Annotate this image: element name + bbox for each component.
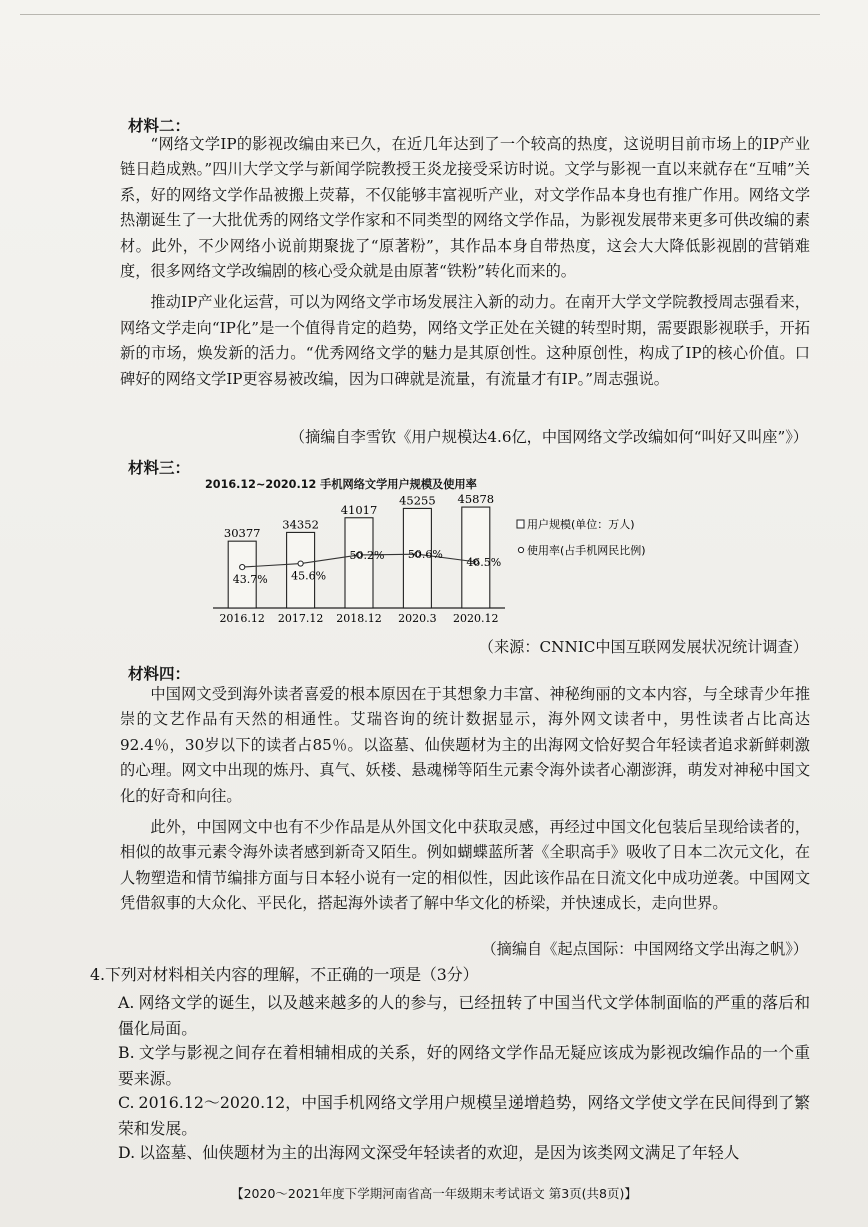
option-c [118, 1090, 810, 1142]
option-d [118, 1140, 810, 1166]
option-text: 2016.12～2020.12，中国手机网络文学用户规模呈递增趋势，网络文学使文学在民间得到了繁荣和发展。 [118, 1093, 810, 1138]
rate-value-label: 50.2% [349, 548, 385, 562]
x-tick-label: 2018.12 [336, 612, 382, 625]
material4-source: （摘编自《起点国际：中国网络文学出海之帆》） [481, 940, 808, 958]
bar-value-label: 45878 [457, 492, 495, 507]
question-stem: 4.下列对材料相关内容的理解，不正确的一项是（3分） [90, 965, 479, 984]
rate-value-label: 45.6% [291, 569, 327, 583]
material4-body [120, 682, 810, 917]
option-text: 网络文学的诞生，以及越来越多的人的参与，已经扭转了中国当代文学体制面临的严重的落后和僵化局面。 [118, 993, 810, 1038]
material2-body [120, 132, 810, 392]
page-footer: 【2020～2021年度下学期河南省高一年级期末考试语文 第3页(共8页)】 [231, 1186, 637, 1201]
rate-value-label: 46.5% [466, 555, 502, 569]
rate-point [240, 564, 245, 569]
legend-bar-label: 用户规模(单位：万人) [527, 518, 635, 531]
usage-chart [205, 476, 800, 631]
x-tick-label: 2020.3 [398, 612, 437, 625]
top-border [20, 0, 820, 15]
material3-heading: 材料三： [128, 458, 191, 477]
option-a [118, 990, 810, 1042]
legend-rate-swatch [518, 547, 523, 552]
material2-paragraph-1: “网络文学IP的影视改编由来已久，在近几年达到了一个较高的热度，这说明目前市场上的IP产业链日趋成熟。”四川大学文学与新闻学院教授王炎龙接受采访时说。文学与影视一直以来就存在“互哺”关系，好的网络文学作品被搬上荧幕，不仅能够丰富视听产业，对文学作品本身也有推广作用。网络文学热潮诞生了一大批优秀的网络文学作家和不同类型的网络文学作品，为影视发展带来更多可供改编的素材。此外，不少网络小说前期聚拢了“原著粉”，其作品本身自带热度，这会大大降低影视剧的营销难度，很多网络文学改编剧的核心受众就是由原著“铁粉”转化而来的。 [120, 135, 810, 281]
chart-title: 2016.12~2020.12 手机网络文学用户规模及使用率 [205, 478, 477, 491]
material4-heading: 材料四： [128, 664, 191, 683]
x-tick-label: 2020.12 [453, 612, 499, 625]
x-tick-label: 2017.12 [277, 612, 324, 625]
material2-source: （摘编自李雪钦《用户规模达4.6亿，中国网络文学改编如何“叫好又叫座”》） [289, 428, 808, 446]
material3-source: （来源：CNNIC中国互联网发展状况统计调查） [478, 638, 808, 656]
bar-value-label: 34352 [282, 517, 319, 532]
bar [345, 518, 373, 608]
option-label: D. [118, 1143, 136, 1162]
legend-bar-swatch [517, 520, 524, 528]
option-b [118, 1040, 810, 1092]
material2-heading: 材料二： [128, 116, 191, 135]
option-label: C. [118, 1093, 135, 1112]
bar-value-label: 45255 [399, 493, 436, 508]
x-tick-label: 2016.12 [219, 612, 265, 625]
option-label: A. [118, 993, 135, 1012]
material2-paragraph-2: 推动IP产业化运营，可以为网络文学市场发展注入新的动力。在南开大学文学院教授周志强看来，网络文学走向“IP化”是一个值得肯定的趋势，网络文学正处在关键的转型时期，需要跟影视联手，开拓新的市场，焕发新的活力。“优秀网络文学的魅力是其原创性。这种原创性，构成了IP的核心价值。口碑好的网络文学IP更容易被改编，因为口碑就是流量，有流量才有IP。”周志强说。 [120, 293, 810, 388]
bar-value-label: 30377 [223, 526, 261, 541]
chart-svg [205, 476, 800, 631]
option-text: 文学与影视之间存在着相辅相成的关系，好的网络文学作品无疑应该成为影视改编作品的一个重要来源。 [118, 1043, 810, 1088]
bar-value-label: 41017 [340, 502, 378, 517]
legend-rate-label: 使用率(占手机网民比例) [527, 544, 646, 557]
material4-paragraph-1: 中国网文受到海外读者喜爱的根本原因在于其想象力丰富、神秘绚丽的文本内容，与全球青少年推崇的文艺作品有天然的相通性。艾瑞咨询的统计数据显示，海外网文读者中，男性读者占比高达92.4％，30岁以下的读者占85％。以盗墓、仙侠题材为主的出海网文恰好契合年轻读者追求新鲜刺激的心理。网文中出现的炼丹、真气、妖楼、悬魂梯等陌生元素令海外读者心潮澎湃，萌发对神秘中国文化的好奇和向往。 [120, 685, 810, 805]
option-text: 以盗墓、仙侠题材为主的出海网文深受年轻读者的欢迎，是因为该类网文满足了年轻人 [139, 1143, 740, 1162]
material4-paragraph-2: 此外，中国网文中也有不少作品是从外国文化中获取灵感，再经过中国文化包装后呈现给读者的，相似的故事元素令海外读者感到新奇又陌生。例如蝴蝶蓝所著《全职高手》吸收了日本二次元文化，在人物塑造和情节编排方面与日本轻小说有一定的相似性，因此该作品在日流文化中成功逆袭。中国网文凭借叙事的大众化、平民化，搭起海外读者了解中华文化的桥梁，并快速成长，走向世界。 [120, 818, 810, 913]
rate-value-label: 43.7% [232, 573, 268, 587]
rate-value-label: 50.6% [407, 548, 443, 562]
rate-point [298, 561, 303, 566]
option-label: B. [118, 1043, 135, 1062]
